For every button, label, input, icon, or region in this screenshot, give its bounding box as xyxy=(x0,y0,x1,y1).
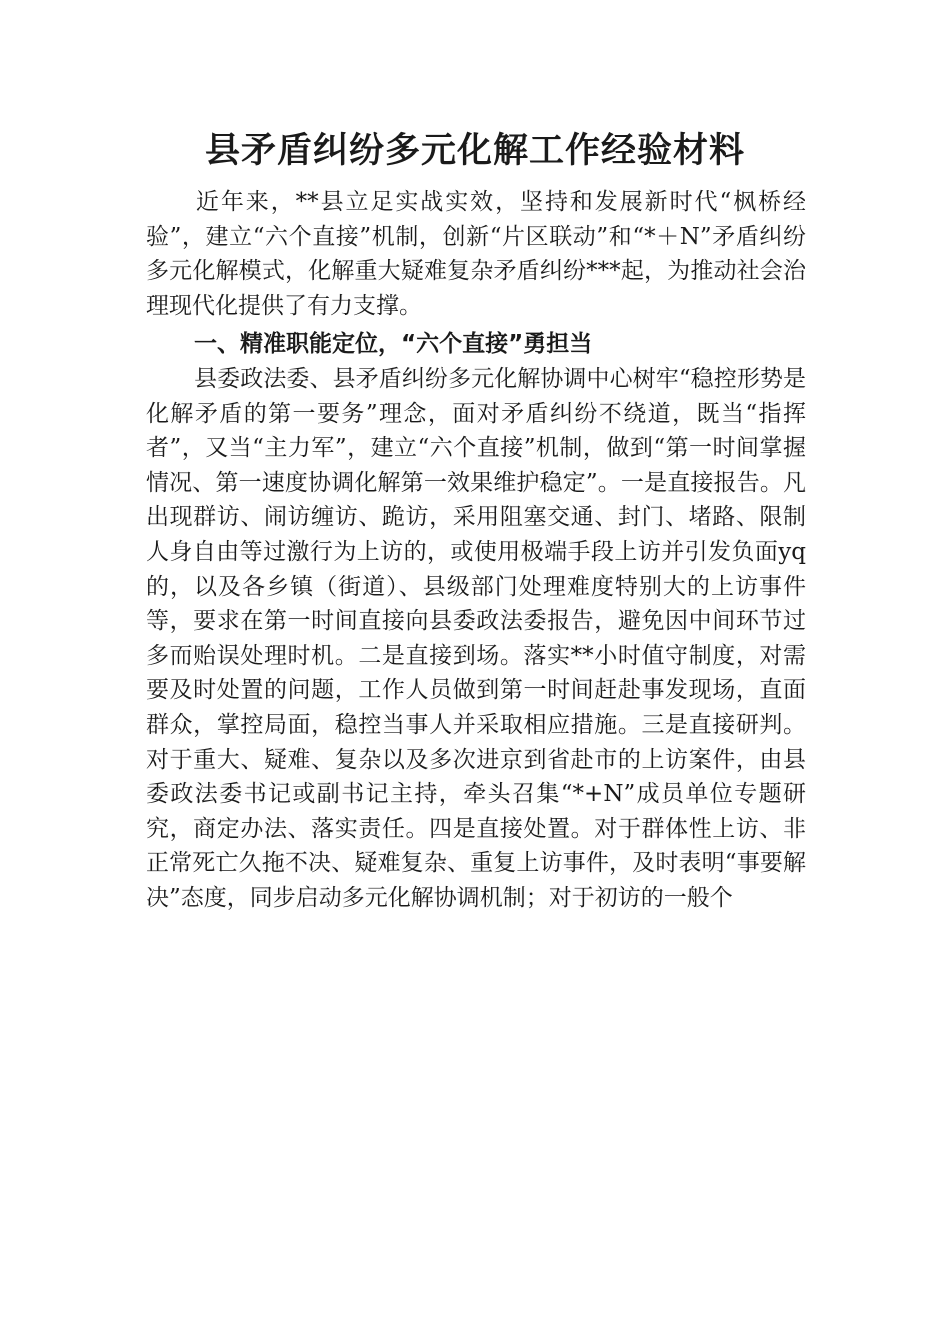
section-paragraph-text: 县委政法委、县矛盾纠纷多元化解协调中心树牢“稳控形势是化解矛盾的第一要务”理念，面对矛盾纠纷不绕道，既当“指挥者”，又当“主力军”，建立“六个直接”机制，做到“第一时间掌握情况、第一速度协调化解第一效果维护稳定”。一是直接报告。凡出现群访、闹访缠访、跪访，采用阻塞交通、封门、堵路、限制人身自由等过激行为上访的，或使用极端手段上访并引发负面yq的，以及各乡镇（街道）、县级部门处理难度特别大的上访事件等，要求在第一时间直接向县委政法委报告，避免因中间环节过多而贻误处理时机。二是直接到场。落实**小时值守制度，对需要及时处置的问题，工作人员做到第一时间赶赴事发现场，直面群众，掌控局面，稳控当事人并采取相应措施。三是直接研判。对于重大、疑难、复杂以及多次进京到省赴市的上访案件，由县委政法委书记或副书记主持，牵头召集“*+N”成员单位专题研究，商定办法、落实责任。四是直接处置。对于群体性上访、非正常死亡久拖不决、疑难复杂、重复上访事件，及时表明“事要解决”态度，同步启动多元化解协调机制；对于初访的一般个 xyxy=(146,366,806,911)
intro-paragraph xyxy=(146,185,806,323)
intro-paragraph-text: 近年来，**县立足实战实效，坚持和发展新时代“枫桥经验”，建立“六个直接”机制，创新“片区联动”和“*＋N”矛盾纠纷多元化解模式，化解重大疑难复杂矛盾纠纷***起，为推动社会治理现代化提供了有力支撑。 xyxy=(146,189,806,319)
section-paragraph xyxy=(146,362,806,916)
document-title: 县矛盾纠纷多元化解工作经验材料 xyxy=(204,130,745,171)
section-heading: 一、精准职能定位，“六个直接”勇担当 xyxy=(194,331,593,357)
